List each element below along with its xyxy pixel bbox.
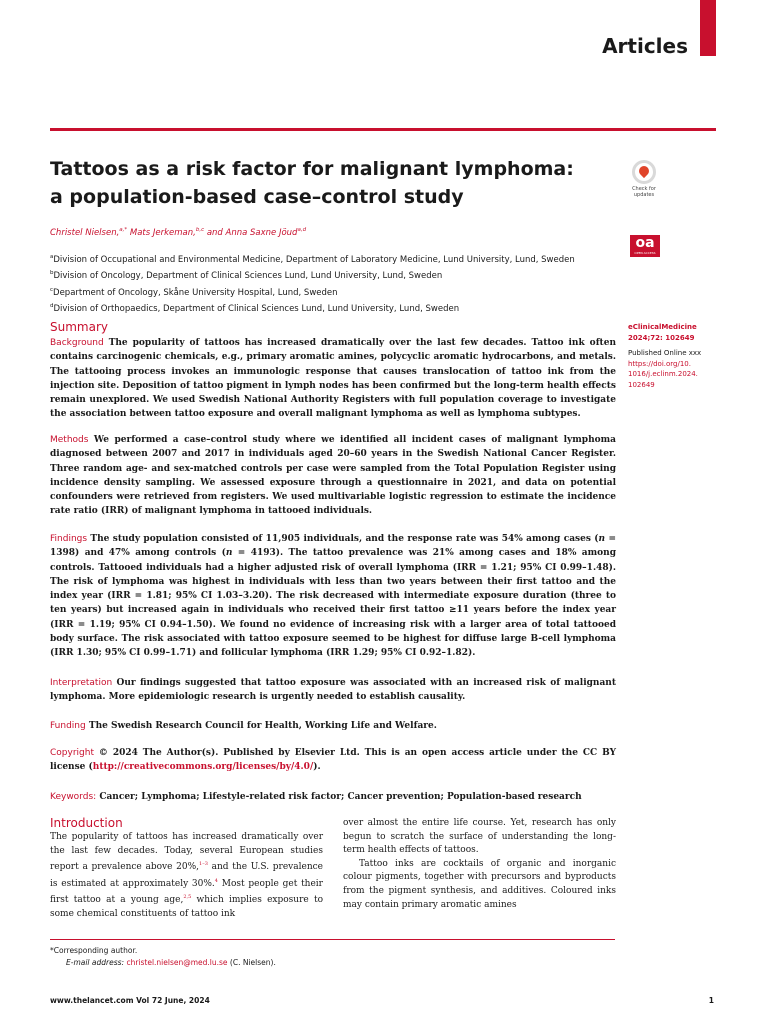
- methods-text: We performed a case–control study where we identified all incident cases of malignant lymphoma diagnosed between 2007 and 2017 in individuals aged 20–60 years in the Swedish National Cancer Register. Three random age- and sex-matched controls per case were sampled from the Total Population Register using incidence density sampling. We assessed exposure through a questionnaire in 2021, and data on potential confounders were retrieved from registers. We used multivariable logistic regression to estimate the incidence rate ratio (IRR) of malignant lymphoma in tattooed individuals.: [50, 435, 616, 517]
- journal-volume: 2024;72: 102649: [628, 333, 695, 342]
- page-number: 1: [708, 996, 714, 1005]
- author-1[interactable]: Christel Nielsen,: [50, 227, 120, 238]
- author-1-marks: a,*: [119, 227, 128, 233]
- check-for-updates-badge[interactable]: [626, 160, 662, 200]
- author-list: [50, 227, 306, 238]
- funding-text: The Swedish Research Council for Health, Working Life and Welfare.: [88, 721, 437, 731]
- findings-label: Findings: [50, 534, 88, 544]
- check-updates-icon: [632, 160, 656, 184]
- intro-right-paragraph-2: Tattoo inks are cocktails of organic and inorganic colour pigments, together with precursors and byproducts from the pigment synthesis, and additives. Coloured inks may contain primary aromatic amines: [343, 858, 616, 910]
- abstract-background: [50, 336, 616, 422]
- title-line-2: a population-based case–control study: [50, 186, 464, 208]
- abstract-interpretation: [50, 676, 616, 705]
- citation-1-3[interactable]: 1–3: [199, 861, 208, 868]
- email-link[interactable]: christel.nielsen@med.lu.se: [126, 958, 228, 967]
- journal-sidebar: [628, 322, 714, 390]
- copyright-label: Copyright: [50, 748, 94, 758]
- abstract-findings: Findings The study population consisted of 11,905 individuals, and the response rate was 54% among cases (n = 1398) and 47% among controls (n = 4193). The tattoo prevalence was 21% among cases and 18% among controls. Tattooed individuals had a higher adjusted risk of overall lymphoma (IRR = 1.21; 95% CI 0.99–1.48). The risk of lymphoma was highest in individuals with less than two years between their first tattoo and the index year (IRR = 1.81; 95% CI 1.03–3.20). The risk decreased with intermediate exposure duration (three to ten years) but increased again in individuals who received their first tattoo ≥11 years before the index year (IRR = 1.19; 95% CI 0.94–1.50). We found no evidence of increasing risk with a larger area of total tattooed body surface. The risk associated with tattoo exposure seemed to be highest for diffuse large B-cell lymphoma (IRR 1.30; 95% CI 0.99–1.71) and follicular lymphoma (IRR 1.29; 95% CI 0.92–1.82).: [50, 534, 616, 659]
- summary-heading: Summary: [50, 320, 108, 334]
- affiliations: [50, 251, 575, 317]
- check-updates-label: Check for updates: [632, 186, 656, 198]
- header-rule: [50, 128, 716, 131]
- citation-4[interactable]: 4: [214, 877, 218, 884]
- intro-right-paragraph-1: over almost the entire life course. Yet, research has only begun to scratch the surface of understanding the long-term health effects of tattoos.: [343, 818, 616, 856]
- affiliation-d: $^d$Division of Orthopaedics, Department of Clinical Sciences Lund, Lund University, Lund, Sweden: [50, 303, 460, 315]
- title-line-1: Tattoos as a risk factor for malignant lymphoma:: [50, 158, 574, 180]
- abstract-methods: [50, 433, 616, 519]
- footnote-rule: [50, 939, 615, 940]
- background-text: The popularity of tattoos has increased dramatically over the last few decades. Tattoo ink often contains carcinogenic chemicals, e.g., primary aromatic amines, polycyclic aromatic hydrocarbons, and metals. The tattooing process invokes an immunologic response that causes translocation of tattoo ink from the injection site. Deposition of tattoo pigment in lymph nodes has been confirmed but the long-term health effects remain unexplored. We used Swedish National Authority Registers with full population coverage to investigate the association between tattoo exposure and overall malignant lymphoma as well as lymphoma subtypes.: [50, 338, 616, 420]
- article-title: [50, 155, 590, 211]
- interpretation-text: Our findings suggested that tattoo exposure was associated with an increased risk of malignant lymphoma. More epidemiologic research is urgently needed to establish causality.: [50, 678, 616, 703]
- background-label: Background: [50, 338, 104, 348]
- abstract-funding: [50, 719, 616, 733]
- author-3[interactable]: and Anna Saxne Jöud: [206, 227, 298, 238]
- corresponding-author: *Corresponding author.: [50, 946, 138, 955]
- section-label: Articles: [602, 34, 688, 58]
- author-2-marks: b,c: [195, 227, 205, 233]
- affiliation-b: $^b$Division of Oncology, Department of Clinical Sciences Lund, Lund University, Lund, Sweden: [50, 270, 443, 282]
- author-2[interactable]: Mats Jerkeman,: [129, 227, 196, 238]
- keywords: [50, 790, 616, 804]
- footer-journal: www.thelancet.com Vol 72 June, 2024: [50, 996, 210, 1005]
- funding-label: Funding: [50, 721, 86, 731]
- abstract-copyright: Copyright © 2024 The Author(s). Published by Elsevier Ltd. This is an open access article under the CC BY license (http://creativecommons.org/licenses/by/4.0/).: [50, 748, 616, 773]
- doi-link[interactable]: https://doi.org/10. 1016/j.eclinm.2024. 102649: [628, 359, 698, 389]
- open-access-logo-text: oa: [635, 235, 655, 251]
- introduction-heading: Introduction: [50, 816, 123, 830]
- email-line: E-mail address: christel.nielsen@med.lu.se (C. Nielsen).: [66, 958, 276, 967]
- open-access-badge: [630, 235, 660, 257]
- journal-name: eClinicalMedicine: [628, 323, 697, 331]
- methods-label: Methods: [50, 435, 89, 445]
- header-color-bar: [700, 0, 716, 56]
- license-link[interactable]: http://creativecommons.org/licenses/by/4.0/: [92, 762, 314, 773]
- keywords-label: Keywords:: [50, 792, 97, 802]
- interpretation-label: Interpretation: [50, 678, 113, 688]
- affiliation-c: $^c$Department of Oncology, Skåne University Hospital, Lund, Sweden: [50, 286, 338, 298]
- intro-right-column: [343, 817, 616, 912]
- published-online: Published Online xxx: [628, 349, 702, 357]
- author-3-marks: a,d: [297, 227, 307, 233]
- open-access-caption: OPEN ACCESS: [634, 251, 656, 255]
- footnote: [50, 945, 276, 969]
- citation-2-5[interactable]: 2,5: [183, 894, 192, 901]
- keywords-text: Cancer; Lymphoma; Lifestyle-related risk factor; Cancer prevention; Population-based research: [99, 792, 582, 802]
- intro-left-column: The popularity of tattoos has increased dramatically over the last few decades. Today, several European studies report a prevalence above 20%,$^{1-3}$ and the U.S. prevalence is estimated at approximately 30%.$^4$ Most people get their first tattoo at a young age,$^{2,5}$ which implies exposure to some chemical constituents of tattoo ink: [50, 832, 323, 919]
- affiliation-a: $^a$Division of Occupational and Environmental Medicine, Department of Laboratory Medicine, Lund University, Lund, Sweden: [50, 254, 575, 265]
